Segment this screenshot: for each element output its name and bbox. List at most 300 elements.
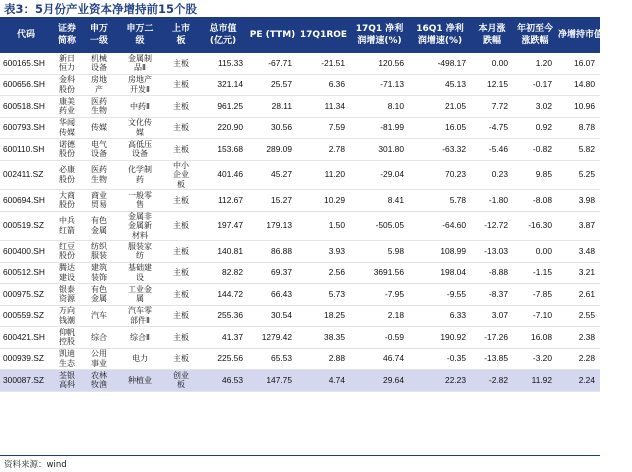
pe-ttm-cell: 25.57 [248,74,297,96]
sw-level2-cell-line: 综合Ⅱ [130,332,150,342]
market-cap-cell: 961.25 [198,96,248,118]
pe-ttm-cell: 45.27 [248,160,297,190]
pe-ttm-cell: 86.88 [248,241,297,263]
sw-level2-cell [116,327,164,349]
listing-board-cell [164,327,198,349]
stock-name-cell-line: 荃银 [59,370,75,380]
sw-level1-cell [82,305,116,327]
pe-ttm-cell: 147.75 [248,370,297,392]
sw-level2-cell-line: 药 [136,174,144,184]
column-header [82,17,116,53]
net-increase-cell: 3.48 [557,241,600,263]
table-row [0,241,600,263]
np-growth-17q1-cell: 2.18 [350,305,409,327]
stock-name-cell-line: 资源 [59,294,75,304]
stock-code-cell: 600165.SH [0,53,52,74]
monthly-change-cell: -12.72 [471,211,513,241]
column-header-label: 本月涨 [478,24,506,34]
column-header-label: 跌幅 [482,36,501,46]
ytd-change-cell: -7.85 [513,284,557,306]
column-header [557,17,632,53]
sw-level2-cell-line: 服装家 [128,241,152,251]
sw-level1-cell [82,327,116,349]
monthly-change-cell: -17.26 [471,327,513,349]
sw-level1-cell-line: 有色 [91,284,107,294]
stock-name-cell [52,262,82,284]
ytd-change-cell: 1.20 [513,53,557,74]
stock-name-cell-line: 必康 [59,165,75,175]
sw-level1-cell-line: 商业 [91,190,107,200]
pe-ttm-cell: 66.43 [248,284,297,306]
roe-cell: 2.78 [297,139,350,161]
stock-name-cell-line: 大商 [59,190,75,200]
stock-name-cell [52,96,82,118]
sw-level2-cell-line: 金属新 [128,221,152,230]
net-increase-cell: 2.61 [557,284,600,306]
np-growth-17q1-cell: 5.98 [350,241,409,263]
table-row [0,96,600,118]
market-cap-cell: 140.81 [198,241,248,263]
listing-board-cell-line: 板 [177,380,185,390]
listing-board-cell [164,74,198,96]
np-growth-16q1-cell: 70.23 [409,160,471,190]
sw-level1-cell-line: 机械 [91,53,107,63]
np-growth-16q1-cell: 5.78 [409,190,471,212]
listing-board-cell-line: 主板 [173,354,189,363]
column-header-label: 润增速(%) [417,36,463,46]
sw-level2-cell [116,370,164,392]
listing-board-cell-line: 中小 [173,160,189,170]
sw-level2-cell [116,96,164,118]
net-increase-cell: 2.24 [557,370,600,392]
stock-name-cell [52,160,82,190]
sw-level1-cell-line: 装饰 [91,272,107,282]
stock-name-cell [52,241,82,263]
column-header [116,17,164,53]
sw-level1-cell [82,370,116,392]
stock-code-cell: 300087.SZ [0,370,52,392]
market-cap-cell: 115.33 [198,53,248,74]
stock-name-cell [52,327,82,349]
column-header [409,17,471,53]
sw-level1-cell-line: 事业 [91,358,107,368]
sw-level1-cell-line: 有色 [91,216,107,226]
sw-level2-cell-line: 金属非 [128,211,152,221]
sw-level2-cell-line: 电力 [132,354,148,363]
monthly-change-cell: -13.85 [471,348,513,370]
stock-name-cell-line: 红箭 [59,225,75,235]
market-cap-cell: 401.46 [198,160,248,190]
net-increase-cell: 2.28 [557,348,600,370]
column-header-label: 总市值 [209,24,237,34]
listing-board-cell-line: 主板 [173,246,189,256]
sw-level1-cell-line: 服装 [91,251,107,261]
table-row [0,348,600,370]
market-cap-cell: 41.37 [198,327,248,349]
listing-board-cell-line: 主板 [173,101,189,111]
listing-board-cell [164,305,198,327]
np-growth-16q1-cell: 190.92 [409,327,471,349]
roe-cell: 7.59 [297,117,350,139]
listing-board-cell-line: 主板 [173,311,189,320]
table-row [0,305,600,327]
column-header-label: (亿元) [209,36,237,46]
market-cap-cell: 321.14 [198,74,248,96]
listing-board-cell [164,262,198,284]
sw-level1-cell-line: 贸易 [91,200,107,210]
stock-name-cell-line: 中兵 [59,216,75,226]
market-cap-cell: 112.67 [198,190,248,212]
stock-code-cell: 600421.SH [0,327,52,349]
table-row [0,211,600,241]
column-header [248,17,297,53]
roe-cell: -21.51 [297,53,350,74]
ytd-change-cell: -7.10 [513,305,557,327]
listing-board-cell-line: 主板 [173,195,189,205]
np-growth-16q1-cell: -498.17 [409,53,471,74]
stock-name-cell-line: 万向 [59,306,75,316]
pe-ttm-cell: 30.56 [248,117,297,139]
bottom-rule [0,455,600,456]
sw-level1-cell-line: 综合 [91,332,107,342]
ytd-change-cell: -16.30 [513,211,557,241]
sw-level2-cell [116,262,164,284]
sw-level1-cell-line: 建筑 [91,263,107,273]
sw-level1-cell-line: 纺织 [91,241,107,251]
sw-level2-cell-line: 设备 [132,149,148,159]
ytd-change-cell: -3.20 [513,348,557,370]
listing-board-cell [164,53,198,74]
sw-level1-cell [82,117,116,139]
roe-cell: 1.50 [297,211,350,241]
sw-level1-cell [82,348,116,370]
column-header-label: 涨跌幅 [521,36,549,46]
sw-level2-cell [116,160,164,190]
column-header-label: 润增速(%) [357,36,402,46]
np-growth-17q1-cell: -7.95 [350,284,409,306]
pe-ttm-cell: 69.37 [248,262,297,284]
listing-board-cell-line: 主板 [173,123,189,132]
column-header-label: 17Q1ROE [299,30,348,40]
sw-level2-cell-line: 高低压 [128,139,152,149]
ytd-change-cell: -0.17 [513,74,557,96]
roe-cell: 6.36 [297,74,350,96]
stock-name-cell [52,53,82,74]
pe-ttm-cell: 30.54 [248,305,297,327]
np-growth-17q1-cell: 8.41 [350,190,409,212]
table-row [0,190,600,212]
stock-name-cell-line: 凯迪 [59,349,75,359]
roe-cell: 4.74 [297,370,350,392]
stock-name-cell [52,190,82,212]
sw-level2-cell-line: 工业金 [128,284,152,294]
sw-level2-cell-line: 品Ⅱ [134,63,146,73]
column-header-label: 板 [176,36,186,46]
listing-board-cell-line: 主板 [173,268,189,277]
np-growth-16q1-cell: 16.05 [409,117,471,139]
monthly-change-cell: -1.80 [471,190,513,212]
sw-level1-cell [82,139,116,161]
stock-name-cell-line: 钱潮 [59,315,75,325]
np-growth-16q1-cell: -64.60 [409,211,471,241]
sw-level2-cell [116,284,164,306]
roe-cell: 10.29 [297,190,350,212]
sw-level2-cell-line: 部件Ⅱ [130,315,150,325]
ytd-change-cell: 9.85 [513,160,557,190]
stock-code-cell: 600512.SH [0,262,52,284]
np-growth-16q1-cell: 22.23 [409,370,471,392]
np-growth-16q1-cell: 198.04 [409,262,471,284]
stock-name-cell-line: 红豆 [59,241,75,251]
sw-level2-cell-line: 基础建 [128,263,152,273]
sw-level2-cell-line: 开发Ⅱ [130,84,150,94]
column-header-label: 代码 [16,30,35,40]
stock-code-cell: 002411.SZ [0,160,52,190]
stock-name-cell-line: 银泰 [59,284,75,294]
roe-cell: 18.25 [297,305,350,327]
net-increase-cell: 5.82 [557,139,600,161]
table-row [0,262,600,284]
listing-board-cell-line: 板 [177,179,185,189]
sw-level2-cell-line: 金属制 [128,53,152,63]
stock-name-cell-line: 仰帆 [59,327,75,337]
roe-cell: 2.88 [297,348,350,370]
np-growth-16q1-cell: 21.05 [409,96,471,118]
stock-code-cell: 000519.SZ [0,211,52,241]
column-header-label: 一级 [89,36,108,46]
sw-level2-cell-line: 种植业 [128,375,152,385]
table-row [0,74,600,96]
stock-name-cell-line: 新日 [59,53,75,63]
sw-level1-cell-line: 金属 [91,294,107,304]
net-increase-cell: 2.38 [557,327,600,349]
stock-name-cell-line: 股份 [59,149,75,159]
np-growth-16q1-cell: 45.13 [409,74,471,96]
np-growth-17q1-cell: 301.80 [350,139,409,161]
sw-level2-cell [116,117,164,139]
np-growth-16q1-cell: -0.35 [409,348,471,370]
net-increase-cell: 8.78 [557,117,600,139]
market-cap-cell: 220.90 [198,117,248,139]
net-increase-cell: 14.80 [557,74,600,96]
stock-name-cell-line: 传媒 [59,127,75,137]
stock-name-cell-line: 腾达 [59,263,75,273]
column-header-label: 申万 [89,24,108,34]
sw-level2-cell [116,53,164,74]
monthly-change-cell: -4.75 [471,117,513,139]
net-increase-cell: 3.98 [557,190,600,212]
market-cap-cell: 255.36 [198,305,248,327]
ytd-change-cell: 16.08 [513,327,557,349]
np-growth-16q1-cell: 108.99 [409,241,471,263]
ytd-change-cell: 11.92 [513,370,557,392]
sw-level1-cell-line: 汽车 [91,311,107,320]
np-growth-17q1-cell: -505.05 [350,211,409,241]
table-row [0,284,600,306]
sw-level1-cell [82,284,116,306]
stock-name-cell-line: 药业 [59,106,75,116]
column-header-label: 年初至今 [516,24,553,34]
monthly-change-cell: -8.37 [471,284,513,306]
table-row [0,370,600,392]
listing-board-cell [164,139,198,161]
monthly-change-cell: -8.88 [471,262,513,284]
column-header-label: 申万二 [126,24,154,34]
roe-cell: 3.93 [297,241,350,263]
listing-board-cell-line: 主板 [173,80,189,89]
stock-name-cell-line: 华闻 [59,118,75,128]
np-growth-17q1-cell: 8.10 [350,96,409,118]
stock-name-cell [52,370,82,392]
table-row [0,160,600,190]
sw-level2-cell-line: 纺 [136,251,144,261]
column-header-label: 上市 [171,24,190,34]
roe-cell: 5.73 [297,284,350,306]
sw-level2-cell [116,305,164,327]
sw-level2-cell-line: 一般零 [128,190,152,200]
stock-code-cell: 600518.SH [0,96,52,118]
sw-level2-cell-line: 中药Ⅱ [130,101,150,111]
pe-ttm-cell: 1279.42 [248,327,297,349]
stock-code-cell: 600400.SH [0,241,52,263]
net-increase-cell: 10.96 [557,96,600,118]
monthly-change-cell: -13.03 [471,241,513,263]
sw-level2-cell-line: 汽车零 [128,306,152,316]
np-growth-17q1-cell: 3691.56 [350,262,409,284]
np-growth-17q1-cell: -29.04 [350,160,409,190]
monthly-change-cell: -2.82 [471,370,513,392]
table-header-row [0,17,600,53]
net-increase-cell: 16.07 [557,53,600,74]
column-header [297,17,350,53]
ytd-change-cell: -0.82 [513,139,557,161]
pe-ttm-cell: 15.27 [248,190,297,212]
column-header [198,17,248,53]
sw-level1-cell-line: 传媒 [91,123,107,132]
table-row [0,53,600,74]
stock-name-cell-line: 控股 [59,337,75,347]
table-body [0,53,600,391]
stock-code-cell: 000975.SZ [0,284,52,306]
monthly-change-cell: 3.07 [471,305,513,327]
stock-code-cell: 600793.SH [0,117,52,139]
column-header-label: 级 [135,36,145,46]
roe-cell: 11.20 [297,160,350,190]
sw-level2-cell-line: 设 [136,272,144,282]
sw-level2-cell-line: 属 [136,294,144,304]
column-header [52,17,82,53]
stock-code-cell: 600656.SH [0,74,52,96]
stock-code-cell: 600694.SH [0,190,52,212]
sw-level1-cell-line: 生物 [91,106,107,116]
stock-name-cell-line: 康美 [59,96,75,106]
market-cap-cell: 144.72 [198,284,248,306]
roe-cell: 11.34 [297,96,350,118]
table-row [0,117,600,139]
pe-ttm-cell: 28.11 [248,96,297,118]
column-header [513,17,557,53]
sw-level1-cell [82,53,116,74]
pe-ttm-cell: 65.53 [248,348,297,370]
np-growth-17q1-cell: -81.99 [350,117,409,139]
np-growth-16q1-cell: -9.55 [409,284,471,306]
market-cap-cell: 153.68 [198,139,248,161]
sw-level1-cell [82,96,116,118]
stock-name-cell [52,305,82,327]
stock-name-cell [52,348,82,370]
listing-board-cell [164,211,198,241]
stock-name-cell-line: 金科 [59,75,75,85]
table-row [0,327,600,349]
table-title: 表3：5月份产业资本净增持前15个股 [4,2,198,16]
listing-board-cell-line: 创业 [173,370,189,380]
sw-level2-cell-line: 文化传 [128,118,152,128]
stock-name-cell [52,284,82,306]
pe-ttm-cell: 179.13 [248,211,297,241]
monthly-change-cell: 7.72 [471,96,513,118]
sw-level2-cell-line: 售 [136,200,144,210]
sw-level2-cell [116,348,164,370]
listing-board-cell-line: 主板 [173,332,189,342]
listing-board-cell [164,348,198,370]
np-growth-17q1-cell: 120.56 [350,53,409,74]
sw-level1-cell [82,74,116,96]
monthly-change-cell: 0.23 [471,160,513,190]
stock-code-cell: 000939.SZ [0,348,52,370]
table-row [0,139,600,161]
table-container [0,17,632,392]
column-header-label: 16Q1 净利 [416,24,464,34]
sw-level1-cell-line: 设备 [91,63,107,73]
sw-level2-cell-line: 化学制 [128,165,152,175]
sw-level2-cell-line: 房地产 [128,75,152,85]
ytd-change-cell: -8.08 [513,190,557,212]
pe-ttm-cell: -67.71 [248,53,297,74]
stock-name-cell-line: 高科 [59,380,75,390]
column-header [164,17,198,53]
listing-board-cell-line: 主板 [173,144,189,154]
sw-level1-cell [82,160,116,190]
sw-level1-cell [82,262,116,284]
ytd-change-cell: -1.15 [513,262,557,284]
np-growth-17q1-cell: -0.59 [350,327,409,349]
ytd-change-cell: 0.92 [513,117,557,139]
sw-level1-cell-line: 电气 [91,139,107,149]
roe-cell: 38.35 [297,327,350,349]
sw-level1-cell [82,241,116,263]
sw-level2-cell [116,241,164,263]
sw-level2-cell [116,139,164,161]
sw-level1-cell [82,211,116,241]
stock-name-cell-line: 生态 [59,358,75,368]
listing-board-cell-line: 主板 [173,289,189,299]
listing-board-cell [164,117,198,139]
source-note: 资料来源：wind [4,460,67,470]
listing-board-cell [164,284,198,306]
np-growth-17q1-cell: 46.74 [350,348,409,370]
sw-level1-cell-line: 医药 [91,96,107,106]
monthly-change-cell: 12.15 [471,74,513,96]
column-header [350,17,409,53]
monthly-change-cell: 0.00 [471,53,513,74]
sw-level1-cell-line: 金属 [91,225,107,235]
sw-level1-cell-line: 生物 [91,174,107,184]
sw-level1-cell-line: 产 [95,84,103,94]
stock-name-cell-line: 股份 [59,174,75,184]
stock-name-cell-line: 股份 [59,200,75,210]
stock-code-cell: 600110.SH [0,139,52,161]
column-header-label: PE (TTM) [249,30,296,40]
